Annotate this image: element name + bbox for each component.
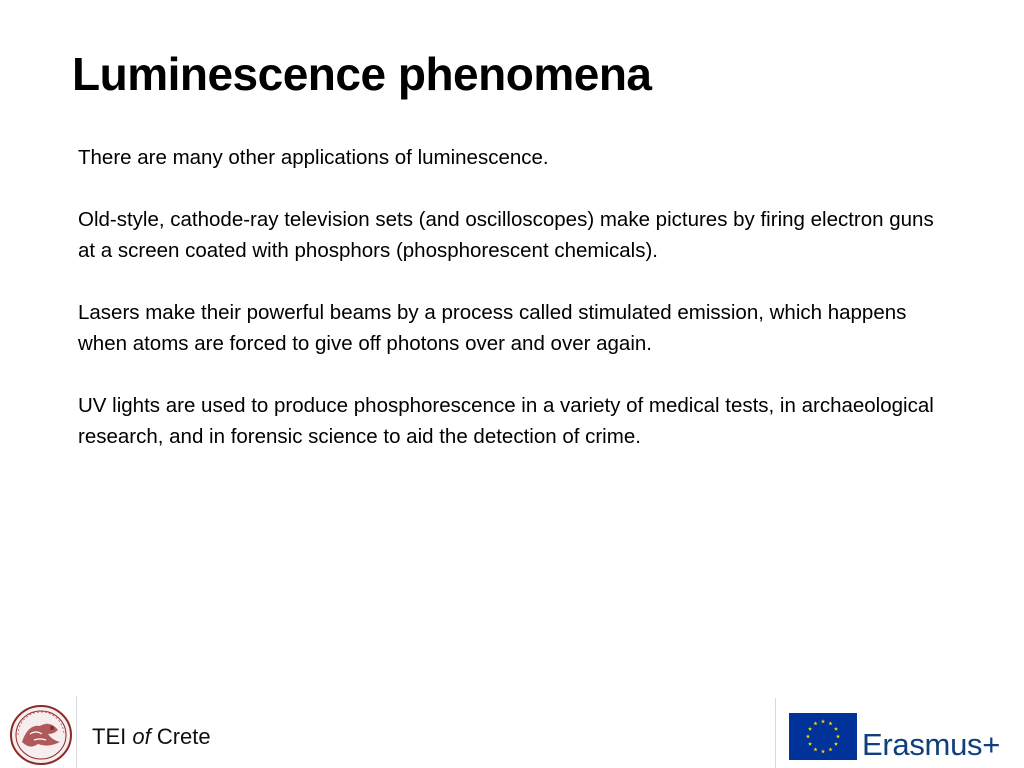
paragraph-lasers: Lasers make their powerful beams by a process called stimulated emission, which happens when atoms are forced to give off photons over and over again. bbox=[78, 301, 907, 355]
paragraph-uv: UV lights are used to produce phosphorescence in a variety of medical tests, in archaeological research, and in forensic science to aid the detection of crime. bbox=[78, 394, 934, 448]
paragraph-intro: There are many other applications of luminescence. bbox=[78, 146, 549, 169]
institution-prefix: TEI bbox=[92, 724, 127, 749]
institution-name bbox=[92, 722, 211, 752]
erasmus-plus-logo: Erasmus+ bbox=[862, 727, 1001, 762]
eu-flag-icon bbox=[789, 713, 857, 760]
footer-divider-right bbox=[775, 698, 776, 768]
tei-crete-seal-icon bbox=[8, 704, 74, 766]
slide-body bbox=[78, 142, 938, 483]
institution-suffix: Crete bbox=[156, 724, 211, 749]
slide-title: Luminescence phenomena bbox=[72, 48, 652, 100]
paragraph-crt: Old-style, cathode-ray television sets (and oscilloscopes) make pictures by firing electron guns at a screen coated with phosphors (phosphorescent chemicals). bbox=[78, 208, 934, 262]
footer-divider-left bbox=[76, 696, 77, 768]
institution-of: of bbox=[132, 724, 151, 749]
